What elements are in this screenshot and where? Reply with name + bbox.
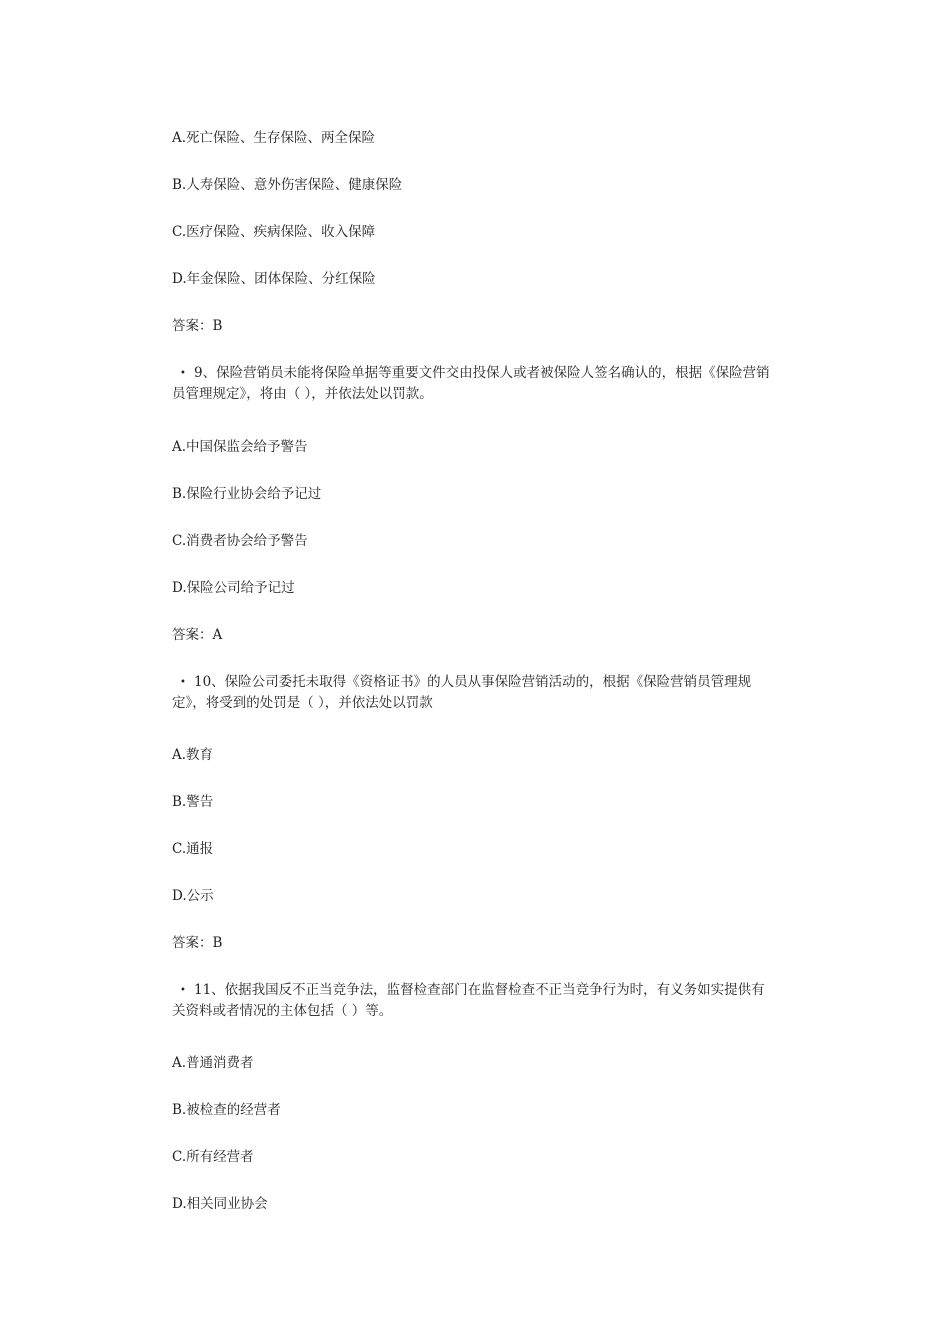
question-10 <box>172 672 812 713</box>
q10-option-b: B.警告 <box>172 794 214 810</box>
question-10-line-2: 定》，将受到的处罚是（ ），并依法处以罚款 <box>172 694 433 711</box>
bullet-icon: • <box>180 984 186 996</box>
q9-option-d: D.保险公司给予记过 <box>172 580 295 596</box>
question-10-text-1: 10、保险公司委托未取得《资格证书》的人员从事保险营销活动的，根据《保险营销员管理规 <box>194 674 752 690</box>
q8-option-d: D.年金保险、团体保险、分红保险 <box>172 271 376 287</box>
q11-option-a: A.普通消费者 <box>172 1055 254 1071</box>
question-9-text-1: 9、保险营销员未能将保险单据等重要文件交由投保人或者被保险人签名确认的，根据《保险营销 <box>194 365 770 381</box>
question-9 <box>172 363 812 404</box>
q11-option-d: D.相关同业协会 <box>172 1196 268 1212</box>
q10-option-c: C.通报 <box>172 841 214 857</box>
q8-option-a: A.死亡保险、生存保险、两全保险 <box>172 130 376 146</box>
question-11 <box>172 980 812 1021</box>
q11-option-c: C.所有经营者 <box>172 1149 254 1165</box>
question-11-line-2: 关资料或者情况的主体包括（ ）等。 <box>172 1002 393 1019</box>
bullet-icon: • <box>180 676 186 688</box>
bullet-icon: • <box>180 367 186 379</box>
question-9-line-1 <box>172 363 812 384</box>
q8-answer: 答案：B <box>172 318 223 334</box>
q9-option-a: A.中国保监会给予警告 <box>172 439 308 455</box>
q9-option-c: C.消费者协会给予警告 <box>172 533 308 549</box>
question-10-line-1 <box>172 672 812 693</box>
q10-answer: 答案：B <box>172 935 223 951</box>
q10-option-d: D.公示 <box>172 888 214 904</box>
question-11-text-1: 11、依据我国反不正当竞争法，监督检查部门在监督检查不正当竞争行为时，有义务如实提供有 <box>194 982 765 998</box>
question-11-line-1 <box>172 980 812 1001</box>
q9-option-b: B.保险行业协会给予记过 <box>172 486 322 502</box>
q10-option-a: A.教育 <box>172 747 214 763</box>
q9-answer: 答案：A <box>172 627 223 643</box>
q8-option-c: C.医疗保险、疾病保险、收入保障 <box>172 224 376 240</box>
q8-option-b: B.人寿保险、意外伤害保险、健康保险 <box>172 177 403 193</box>
q11-option-b: B.被检查的经营者 <box>172 1102 281 1118</box>
question-9-line-2: 员管理规定》，将由（ ），并依法处以罚款。 <box>172 385 433 402</box>
